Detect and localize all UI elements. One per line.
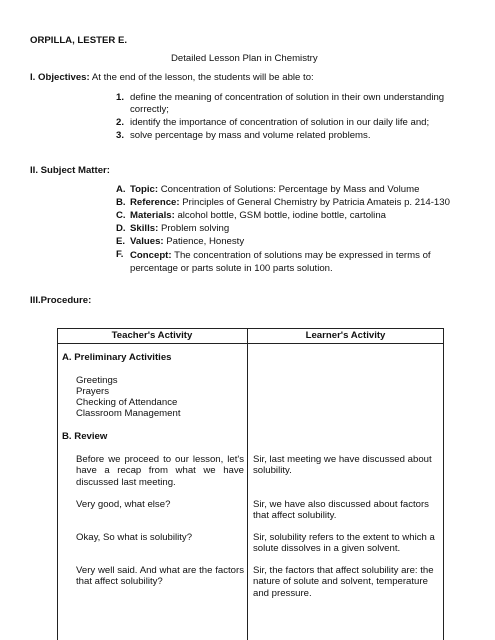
learner-column-header: Learner's Activity xyxy=(305,330,386,341)
subject-label: Values: xyxy=(130,236,164,247)
subject-letter: F. xyxy=(116,249,124,260)
objectives-heading-line xyxy=(30,72,314,83)
review-label: B. Review xyxy=(62,431,108,442)
table-right-border xyxy=(443,328,444,640)
subject-text: Principles of General Chemistry by Patricia Amateis p. 214-130 xyxy=(182,197,450,208)
activity-table xyxy=(57,328,444,640)
objective-number: 3. xyxy=(116,130,125,141)
teacher-activity: Okay, So what is solubility? xyxy=(76,532,193,543)
objective-number: 1. xyxy=(116,92,125,103)
learner-activity: Sir, we have also discussed about factors that affect solubility. xyxy=(253,499,429,522)
objective-text: identify the importance of concentration of solution in our daily life and; xyxy=(130,117,430,128)
table-top-border xyxy=(57,328,444,329)
preliminary-label: A. Preliminary Activities xyxy=(62,352,172,363)
subject-text: Patience, Honesty xyxy=(166,236,245,247)
subject-text: Concentration of Solutions: Percentage by Mass and Volume xyxy=(160,184,420,195)
subject-matter-heading: II. Subject Matter: xyxy=(30,165,110,176)
document-title: Detailed Lesson Plan in Chemistry xyxy=(171,53,318,64)
table-column-divider xyxy=(247,328,248,640)
subject-label: Materials: xyxy=(130,210,175,221)
subject-label: Concept: xyxy=(130,250,172,261)
learner-activity: Sir, last meeting we have discussed about solubility. xyxy=(253,454,432,477)
objective-text: solve percentage by mass and volume related problems. xyxy=(130,130,371,141)
subject-text: The concentration of solutions may be expressed in terms of percentage or parts solute in 100 parts solution. xyxy=(130,250,431,274)
procedure-heading: III.Procedure: xyxy=(30,295,92,306)
prelim-item: Greetings xyxy=(76,375,118,386)
subject-letter: A. xyxy=(116,184,126,195)
learner-activity: Sir, the factors that affect solubility are: the nature of solute and solvent, temperature and pressure. xyxy=(253,565,434,599)
objective-number: 2. xyxy=(116,117,125,128)
learner-activity: Sir, solubility refers to the extent to which a solute dissolves in a given solvent. xyxy=(253,532,435,555)
teacher-activity: Very good, what else? xyxy=(76,499,171,510)
subject-label: Reference: xyxy=(130,197,180,208)
prelim-item: Checking of Attendance xyxy=(76,397,178,408)
prelim-item: Prayers xyxy=(76,386,110,397)
subject-text: Problem solving xyxy=(160,223,230,234)
subject-letter: B. xyxy=(116,197,126,208)
subject-letter: E. xyxy=(116,236,126,247)
subject-text: alcohol bottle, GSM bottle, iodine bottle, cartolina xyxy=(177,210,386,221)
subject-letter: C. xyxy=(116,210,126,221)
author-name: ORPILLA, LESTER E. xyxy=(30,35,128,46)
objective-text: define the meaning of concentration of solution in their own understanding correctly; xyxy=(130,92,445,115)
subject-label: Skills: xyxy=(130,223,159,234)
table-header-divider xyxy=(57,343,444,344)
objectives-intro: At the end of the lesson, the students will be able to: xyxy=(91,72,314,83)
subject-label: Topic: xyxy=(130,184,159,195)
objectives-heading: I. Objectives: xyxy=(30,72,90,83)
table-left-border xyxy=(57,328,58,640)
subject-letter: D. xyxy=(116,223,126,234)
teacher-activity: Before we proceed to our lesson, let's have a recap from what we have discussed last meeting. xyxy=(76,454,244,488)
prelim-item: Classroom Management xyxy=(76,408,181,419)
teacher-activity: Very well said. And what are the factors that affect solubility? xyxy=(76,565,244,588)
teacher-column-header: Teacher's Activity xyxy=(111,330,193,341)
